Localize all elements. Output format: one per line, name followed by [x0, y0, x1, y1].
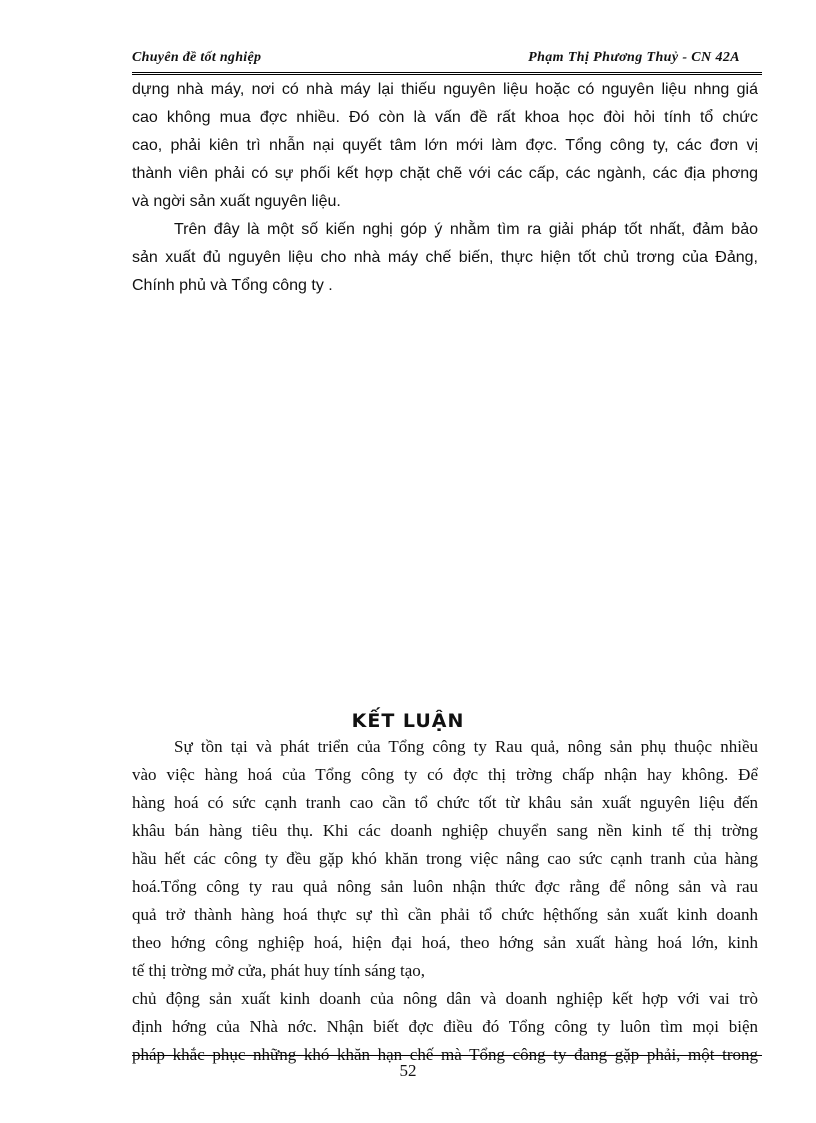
- text-line: vào việc hàng hoá của Tổng công ty có đợc thị trờng chấp nhận hay không. Để: [132, 765, 758, 784]
- paragraph-recommendations: [132, 216, 758, 300]
- header-document-type: Chuyên đề tốt nghiệp: [132, 50, 262, 65]
- text-line: chủ động sản xuất kinh doanh của nông dân và doanh nghiệp kết hợp với vai trò: [132, 989, 758, 1008]
- text-line: sản xuất đủ nguyên liệu cho nhà máy chế biến, thực hiện tốt chủ trơng của Đảng,: [132, 249, 758, 266]
- text-line: hàng hoá có sức cạnh tranh cao cần tổ chức tốt từ khâu sản xuất nguyên liệu đến: [132, 793, 758, 812]
- text-line: theo hớng công nghiệp hoá, hiện đại hoá, theo hớng sản xuất hàng hoá lớn, kinh: [132, 933, 758, 952]
- text-line: thành viên phải có sự phối kết hợp chặt chẽ với các cấp, các ngành, các địa phơng: [132, 165, 758, 182]
- text-line: và ngời sản xuất nguyên liệu.: [132, 193, 341, 210]
- text-line: khâu bán hàng tiêu thụ. Khi các doanh nghiệp chuyển sang nền kinh tế thị trờng: [132, 821, 758, 840]
- text-line: hầu hết các công ty đều gặp khó khăn trong việc nâng cao sức cạnh tranh của hàng: [132, 849, 758, 868]
- header-divider: [132, 72, 762, 75]
- paragraph-conclusion: [132, 733, 758, 1069]
- paragraph-raw-materials: [132, 76, 758, 216]
- text-line: dựng nhà máy, nơi có nhà máy lại thiếu nguyên liệu hoặc có nguyên liệu nhng giá: [132, 81, 758, 98]
- text-line: định hớng của Nhà nớc. Nhận biết đợc điều đó Tổng công ty luôn tìm mọi biện: [132, 1017, 758, 1036]
- text-line: Chính phủ và Tổng công ty .: [132, 277, 333, 294]
- header-author: Phạm Thị Phương Thuỷ - CN 42A: [528, 50, 740, 65]
- text-line: cao, phải kiên trì nhẫn nại quyết tâm lớn mới làm đợc. Tổng công ty, các đơn vị: [132, 137, 758, 154]
- text-line: cao không mua đợc nhiều. Đó còn là vấn đề rất khoa học đòi hỏi tính tổ chức: [132, 109, 758, 126]
- conclusion-title: KẾT LUẬN: [351, 710, 465, 732]
- page-number: 52: [399, 1061, 417, 1080]
- text-line: hoá.Tổng công ty rau quả nông sản luôn nhận thức đợc rằng để nông sản và rau: [132, 877, 758, 896]
- page-header: [132, 50, 762, 70]
- footer-divider: [132, 1055, 762, 1056]
- text-line: pháp khắc phục những khó khăn hạn chế mà Tổng công ty đang gặp phải, một trong: [132, 1045, 758, 1064]
- text-line: Trên đây là một số kiến nghị góp ý nhằm tìm ra giải pháp tốt nhất, đảm bảo: [174, 221, 758, 238]
- text-line: Sự tồn tại và phát triển của Tổng công ty Rau quả, nông sản phụ thuộc nhiều: [174, 737, 758, 756]
- text-line: quả trở thành hàng hoá thực sự thì cần phải tổ chức hệthống sản xuất kinh doanh: [132, 905, 758, 924]
- text-line: tế thị trờng mở cửa, phát huy tính sáng tạo,: [132, 961, 426, 980]
